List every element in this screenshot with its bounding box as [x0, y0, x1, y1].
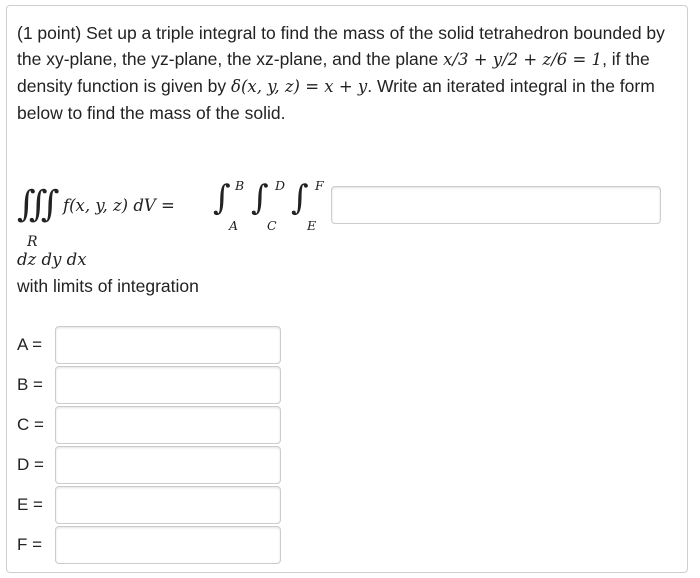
- limit-input-f[interactable]: [55, 526, 281, 564]
- limit-input-e[interactable]: [55, 486, 281, 524]
- upper-limit-b: B: [235, 178, 245, 193]
- integral-sign-3: ∫: [291, 178, 309, 218]
- problem-statement: [17, 20, 667, 126]
- limit-row-d: [17, 446, 287, 484]
- lower-limit-a: A: [229, 218, 239, 233]
- integrand-answer-input[interactable]: [331, 186, 661, 224]
- limit-row-a: [17, 326, 287, 364]
- limit-row-e: [17, 486, 287, 524]
- limit-label-f: F =: [17, 535, 43, 554]
- problem-card: [6, 5, 688, 573]
- with-limits-label: with limits of integration: [17, 276, 199, 296]
- limit-row-b: [17, 366, 287, 404]
- limit-input-d[interactable]: [55, 446, 281, 484]
- limit-input-a[interactable]: [55, 326, 281, 364]
- limit-label-d: D =: [17, 455, 44, 474]
- integrand-text: f(x, y, z) dV =: [63, 196, 175, 215]
- plane-equation: x/3 + y/2 + z/6 = 1: [443, 50, 603, 69]
- limit-row-f: [17, 526, 287, 564]
- differentials: dz dy dx: [17, 250, 87, 269]
- limit-label-b: B =: [17, 375, 43, 394]
- limit-label-a: A =: [17, 335, 43, 354]
- upper-limit-d: D: [275, 178, 286, 193]
- integral-sign-1: ∫: [213, 178, 231, 218]
- integral-sign-2: ∫: [251, 178, 269, 218]
- problem-text-1: Set up a triple integral to find the mass of the solid tetrahedron bounded by the xy-plane, the yz-plane, the xz-plane, and the plane: [17, 23, 665, 69]
- triple-integral-symbol: ∭: [17, 184, 51, 225]
- lower-limit-c: C: [267, 218, 277, 233]
- limit-input-c[interactable]: [55, 406, 281, 444]
- limit-input-b[interactable]: [55, 366, 281, 404]
- points-label: (1 point): [17, 23, 82, 43]
- region-label: R: [27, 234, 38, 250]
- density-equation: δ(x, y, z) = x + y: [231, 77, 368, 96]
- integral-expression: [17, 176, 337, 256]
- limit-label-e: E =: [17, 495, 43, 514]
- upper-limit-f: F: [315, 178, 324, 193]
- limit-label-c: C =: [17, 415, 44, 434]
- lower-limit-e: E: [307, 218, 317, 233]
- problem-text-2: , if the density function is given by: [17, 49, 650, 96]
- limit-row-c: [17, 406, 287, 444]
- problem-text-3: . Write an iterated integral in the form below to find the mass of the solid.: [17, 76, 655, 123]
